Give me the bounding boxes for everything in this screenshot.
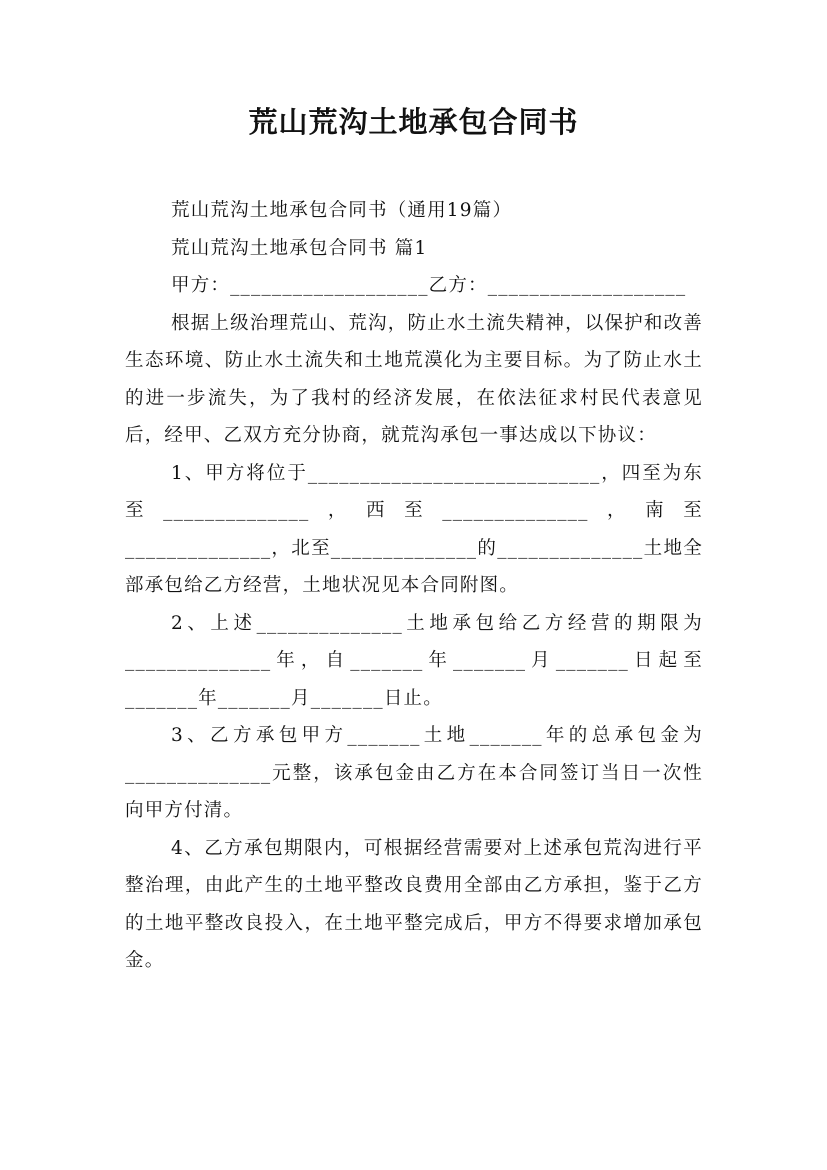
paragraph-article-heading: 荒山荒沟土地承包合同书 篇1 [171,237,428,259]
clause-1: 1、甲方将位于____________________________，四至为东至______________，西至______________，南至______________，北至______________的______________土地全部承包给乙方经营，土地状况见本合同附图。 [125,462,703,596]
paragraph-parties: 甲方：___________________乙方：___________________ [171,275,687,296]
clause-4: 4、乙方承包期限内，可根据经营需要对上述承包荒沟进行平整治理，由此产生的土地平整改良费用全部由乙方承担，鉴于乙方的土地平整改良投入，在土地平整完成后，甲方不得要求增加承包金。 [125,837,703,971]
document-title: 荒山荒沟土地承包合同书 [248,105,579,139]
document-body [125,192,703,980]
clause-3: 3、乙方承包甲方_______土地_______年的总承包金为______________元整，该承包金由乙方在本合同签订当日一次性向甲方付清。 [125,725,703,821]
paragraph-collection-title: 荒山荒沟土地承包合同书（通用19篇） [171,200,513,221]
clause-2: 2、上述______________土地承包给乙方经营的期限为______________年，自_______年_______月_______日起至_______年_______月_______日止。 [125,612,703,709]
paragraph-preamble: 根据上级治理荒山、荒沟，防止水土流失精神，以保护和改善生态环境、防止水土流失和土地荒漠化为主要目标。为了防止水土的进一步流失，为了我村的经济发展，在依法征求村民代表意见后，经甲、乙双方充分协商，就荒沟承包一事达成以下协议： [125,312,703,446]
